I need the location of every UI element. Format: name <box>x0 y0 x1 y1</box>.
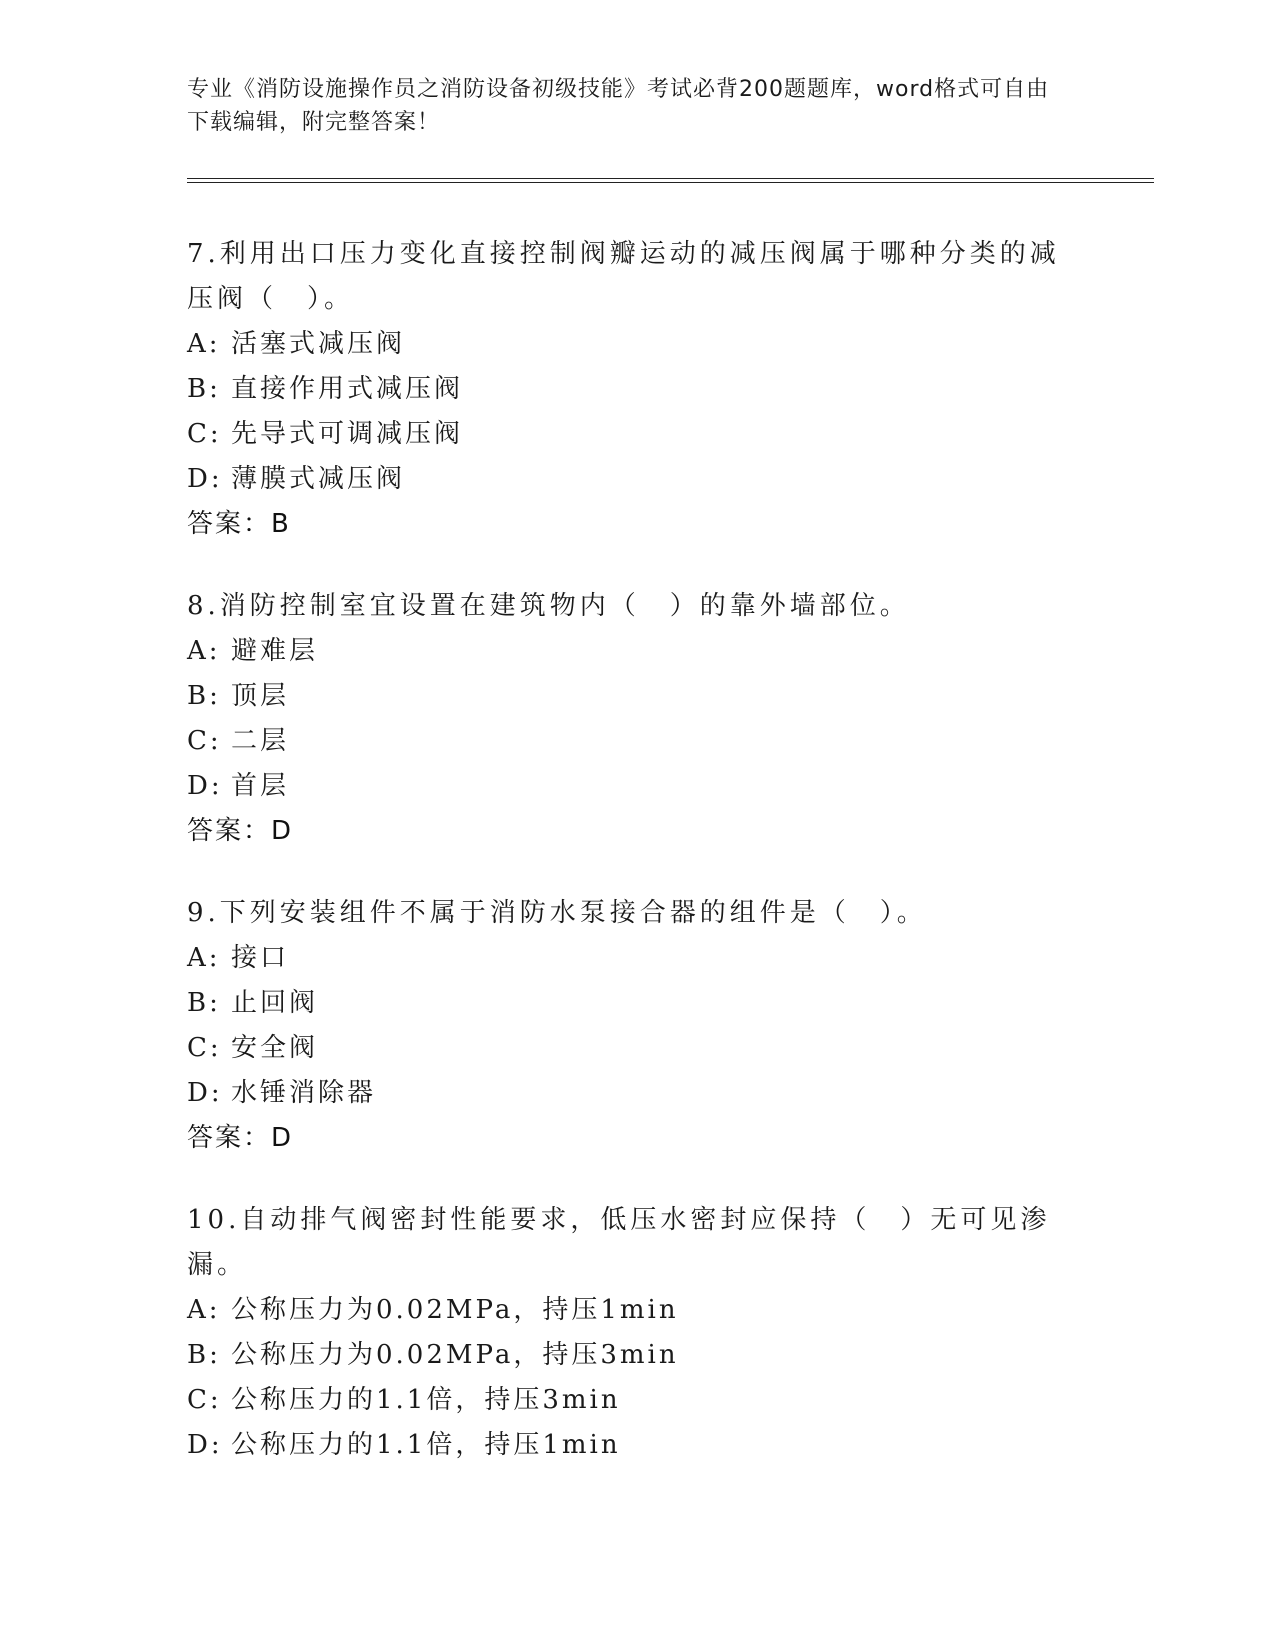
option-text: 顶层 <box>231 681 290 711</box>
option-list <box>187 936 1087 1116</box>
option-item <box>187 936 1087 981</box>
question-stem: 10.自动排气阀密封性能要求，低压水密封应保持（ ）无可见渗漏。 <box>187 1205 1051 1280</box>
option-text: 首层 <box>231 771 290 801</box>
question-block <box>187 1198 1087 1468</box>
option-list <box>187 322 1087 502</box>
question-stem: 9.下列安装组件不属于消防水泵接合器的组件是（ ）。 <box>187 898 927 928</box>
option-item <box>187 1288 1087 1333</box>
option-letter: D: <box>187 1430 223 1460</box>
question-stem: 7.利用出口压力变化直接控制阀瓣运动的减压阀属于哪种分类的减压阀（ ）。 <box>187 239 1060 314</box>
option-item <box>187 981 1087 1026</box>
option-item <box>187 412 1087 457</box>
option-text: 水锤消除器 <box>231 1078 377 1108</box>
option-letter: A: <box>187 329 221 359</box>
option-text: 公称压力为0.02MPa，持压3min <box>231 1340 679 1370</box>
header-divider-top <box>187 178 1154 179</box>
option-text: 公称压力的1.1倍，持压3min <box>231 1385 621 1415</box>
option-letter: A: <box>187 943 221 973</box>
option-item <box>187 764 1087 809</box>
option-letter: D: <box>187 771 223 801</box>
option-text: 安全阀 <box>231 1033 319 1063</box>
option-item <box>187 457 1087 502</box>
option-text: 公称压力的1.1倍，持压1min <box>231 1430 621 1460</box>
option-letter: B: <box>187 988 221 1018</box>
option-item <box>187 1071 1087 1116</box>
option-list <box>187 1288 1087 1468</box>
option-item <box>187 322 1087 367</box>
option-letter: C: <box>187 1033 222 1063</box>
option-letter: D: <box>187 464 223 494</box>
option-letter: C: <box>187 419 222 449</box>
option-item <box>187 629 1087 674</box>
answer-line: 答案：D <box>187 816 294 846</box>
option-letter: B: <box>187 1340 221 1370</box>
option-text: 活塞式减压阀 <box>231 329 406 359</box>
question-list <box>187 232 1087 1505</box>
option-text: 公称压力为0.02MPa，持压1min <box>231 1295 679 1325</box>
option-letter: A: <box>187 636 221 666</box>
option-item <box>187 1026 1087 1071</box>
option-letter: B: <box>187 681 221 711</box>
option-text: 二层 <box>231 726 290 756</box>
option-list <box>187 629 1087 809</box>
option-text: 接口 <box>231 943 290 973</box>
option-letter: B: <box>187 374 221 404</box>
option-text: 薄膜式减压阀 <box>231 464 406 494</box>
answer-line: 答案：D <box>187 1123 294 1153</box>
option-text: 先导式可调减压阀 <box>231 419 464 449</box>
option-item <box>187 367 1087 412</box>
option-item <box>187 719 1087 764</box>
option-letter: D: <box>187 1078 223 1108</box>
option-letter: C: <box>187 726 222 756</box>
option-item <box>187 1423 1087 1468</box>
option-item <box>187 1333 1087 1378</box>
option-letter: C: <box>187 1385 222 1415</box>
question-block <box>187 584 1087 854</box>
answer-line: 答案：B <box>187 509 291 539</box>
document-header: 专业《消防设施操作员之消防设备初级技能》考试必背200题题库，word格式可自由下载编辑，附完整答案！ <box>187 77 1050 135</box>
question-stem: 8.消防控制室宜设置在建筑物内（ ）的靠外墙部位。 <box>187 591 910 621</box>
question-block <box>187 891 1087 1161</box>
option-letter: A: <box>187 1295 221 1325</box>
option-item <box>187 1378 1087 1423</box>
question-block <box>187 232 1087 547</box>
option-text: 直接作用式减压阀 <box>231 374 464 404</box>
option-text: 止回阀 <box>231 988 319 1018</box>
header-divider-bottom <box>187 182 1154 183</box>
option-text: 避难层 <box>231 636 319 666</box>
option-item <box>187 674 1087 719</box>
